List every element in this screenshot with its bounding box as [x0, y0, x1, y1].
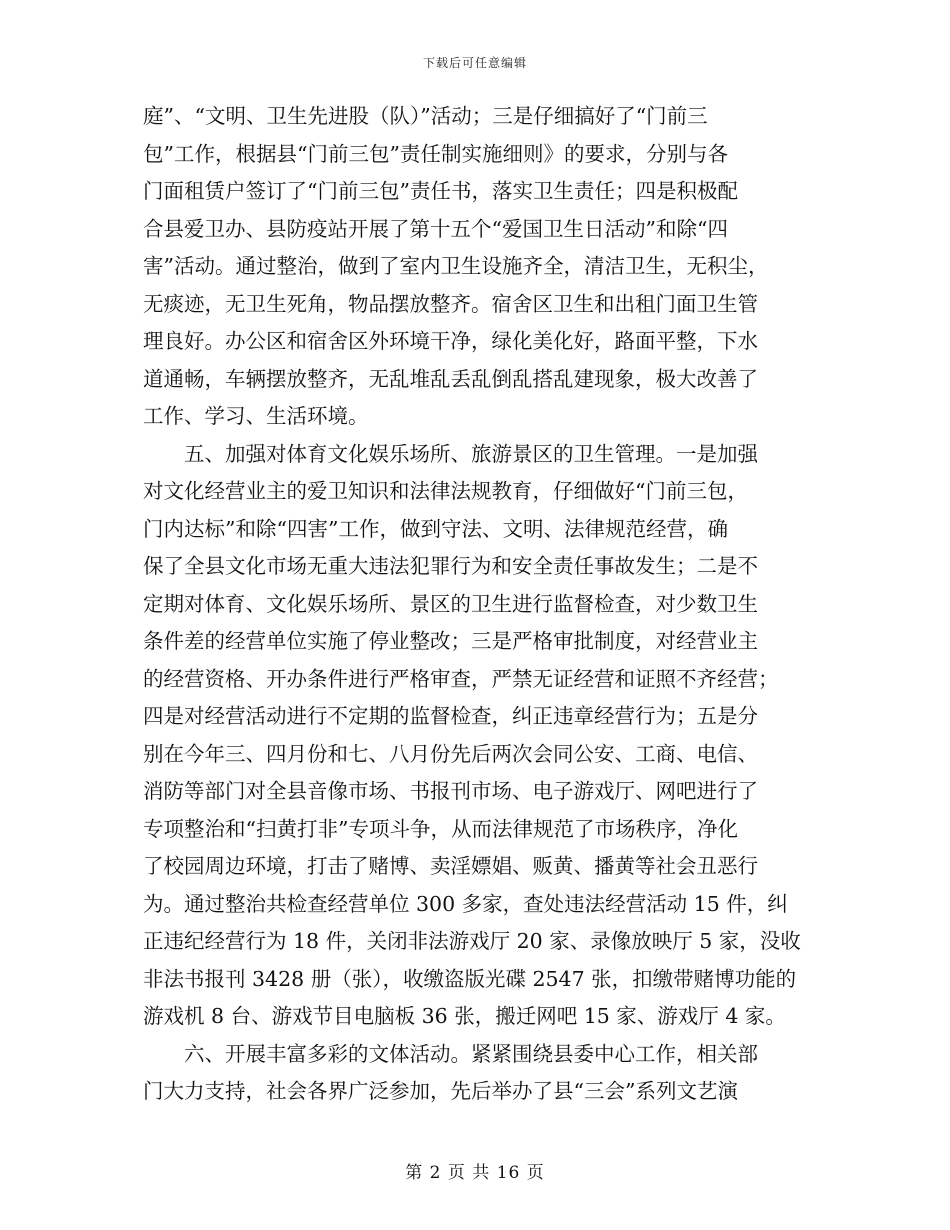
text-line: 工作、学习、生活环境。: [143, 404, 369, 428]
text-line: 正违纪经营行为 18 件，关闭非法游戏厅 20 家、录像放映厅 5 家，没收: [143, 929, 801, 953]
text-line: 包”工作，根据县“门前三包”责任制实施细则》的要求，分别与各: [143, 141, 728, 166]
text-line: 合县爱卫办、县防疫站开展了第十五个“爱国卫生日活动”和除“四: [143, 216, 728, 241]
text-line: 了校园周边环境，打击了赌博、卖淫嫖娼、贩黄、播黄等社会丑恶行: [143, 854, 758, 878]
text-line: 道通畅，车辆摆放整齐，无乱堆乱丢乱倒乱搭乱建现象，极大改善了: [143, 366, 758, 391]
paragraph-start-line: 六、开展丰富多彩的文体活动。紧紧围绕县委中心工作，相关部: [143, 1041, 758, 1066]
page-header: 下载后可任意编辑: [422, 56, 527, 70]
paragraph-start-line: 五、加强对体育文化娱乐场所、旅游景区的卫生管理。一是加强: [143, 441, 758, 466]
text-line: 无痰迹，无卫生死角，物品摆放整齐。宿舍区卫生和出租门面卫生管: [143, 291, 758, 316]
page-number-footer: 第 2 页 共 16 页: [405, 1163, 545, 1183]
text-line: 游戏机 8 台、游戏节目电脑板 36 张，搬迁网吧 15 家、游戏厅 4 家。: [143, 1004, 786, 1028]
text-line: 定期对体育、文化娱乐场所、景区的卫生进行监督检查，对少数卫生: [143, 591, 758, 616]
text-line: 为。通过整治共检查经营单位 300 多家，查处违法经营活动 15 件，纠: [143, 891, 788, 916]
text-line: 消防等部门对全县音像市场、书报刊市场、电子游戏厅、网吧进行了: [143, 779, 758, 803]
text-line: 害”活动。通过整治，做到了室内卫生设施齐全，清洁卫生，无积尘，: [143, 254, 769, 278]
text-line: 门大力支持，社会各界广泛参加，先后举办了县“三会”系列文艺演: [143, 1079, 738, 1103]
text-line: 专项整治和“扫黄打非”专项斗争，从而法律规范了市场秩序，净化: [143, 816, 738, 841]
text-line: 门面租赁户签订了“门前三包”责任书，落实卫生责任；四是积极配: [143, 179, 738, 203]
text-line: 庭”、“文明、卫生先进股（队）”活动；三是仔细搞好了“门前三: [143, 104, 708, 128]
text-line: 理良好。办公区和宿舍区外环境干净，绿化美化好，路面平整，下水: [143, 329, 758, 353]
text-line: 的经营资格、开办条件进行严格审查，严禁无证经营和证照不齐经营；: [143, 666, 779, 691]
text-line: 条件差的经营单位实施了停业整改；三是严格审批制度，对经营业主: [143, 629, 758, 653]
text-line: 四是对经营活动进行不定期的监督检查，纠正违章经营行为；五是分: [143, 704, 758, 728]
text-line: 对文化经营业主的爱卫知识和法律法规教育，仔细做好“门前三包，: [143, 479, 748, 503]
text-line: 非法书报刊 3428 册（张），收缴盗版光碟 2547 张，扣缴带赌博功能的: [143, 966, 797, 991]
text-line: 门内达标”和除“四害”工作，做到守法、文明、法律规范经营，确: [143, 516, 728, 541]
document-body: [143, 98, 803, 1111]
text-line: 保了全县文化市场无重大违法犯罪行为和安全责任事故发生；二是不: [143, 554, 758, 578]
text-line: 别在今年三、四月份和七、八月份先后两次会同公安、工商、电信、: [143, 741, 758, 766]
